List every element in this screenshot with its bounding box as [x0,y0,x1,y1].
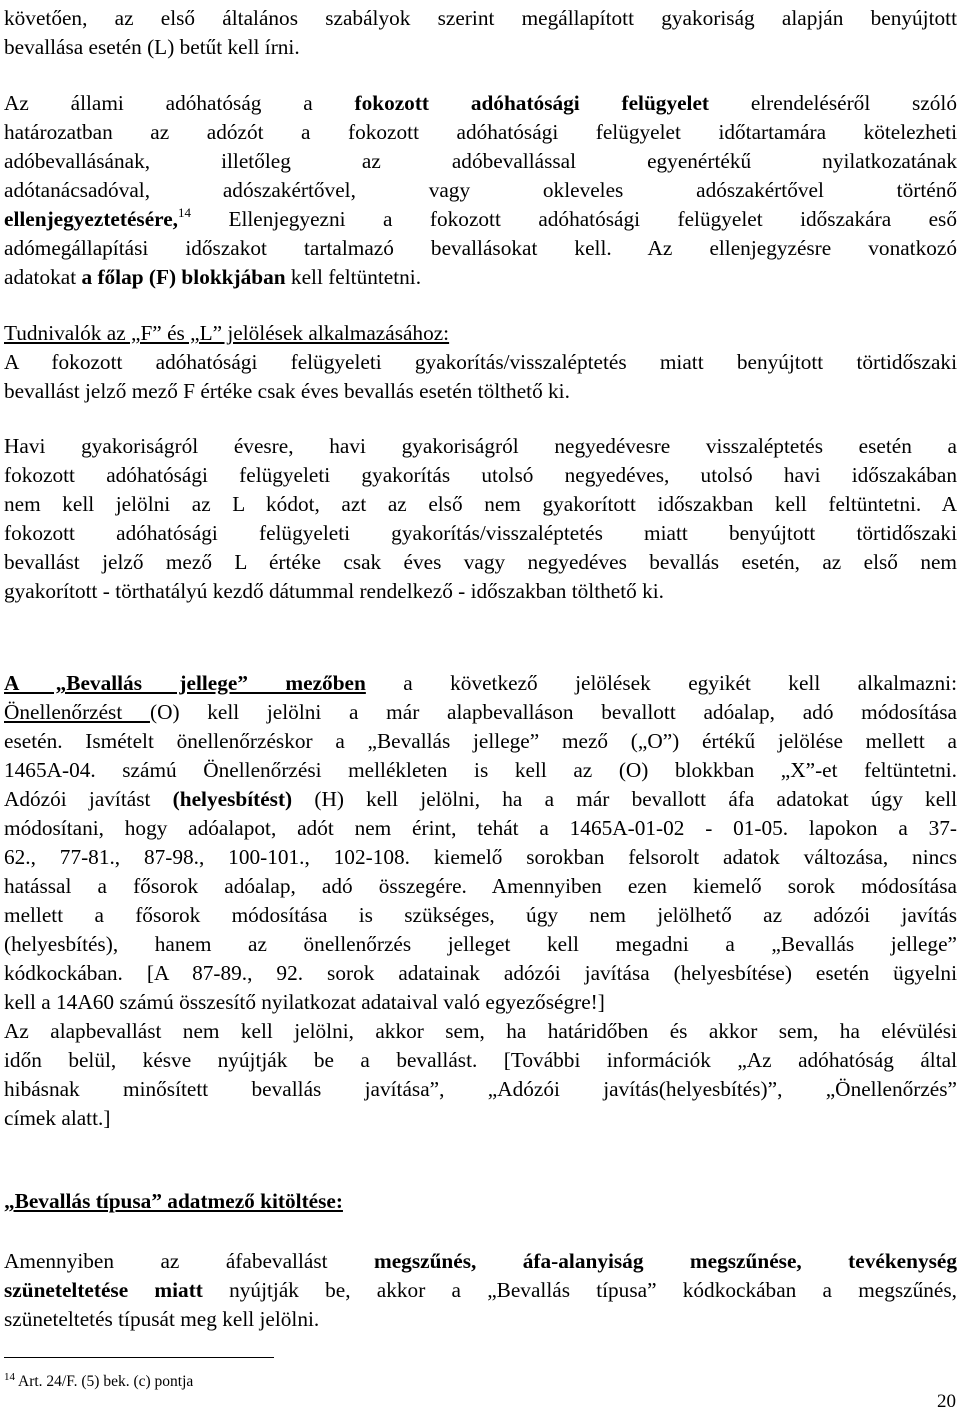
paragraph-5-line: hatással a fősorok adóalap, adó összegére. Amennyiben ezen kiemelő sorok módosítása [4,874,957,898]
paragraph-5-line: Az alapbevallást nem kell jelölni, akkor sem, ha határidőben és akkor sem, ha elévülési [4,1019,957,1043]
paragraph-5-line: hibásnak minősített bevallás javítása”, „Adózói javítás(helyesbítés)”, „Önellenőrzés” [4,1077,957,1101]
paragraph-4-line: bevallást jelző mező L értéke csak éves vagy negyedéves bevallás esetén, az első nem [4,550,957,574]
footnote-text: Art. 24/F. (5) bek. (c) pontja [15,1373,194,1390]
emphasis-megszunes: megszűnés, áfa-alanyiság megszűnése, tevékenység [373,1249,957,1273]
paragraph-4-line: fokozott adóhatósági felügyeleti gyakorítás/visszaléptetés miatt benyújtott törtidőszaki [4,521,957,545]
paragraph-4-line: Havi gyakoriságról évesre, havi gyakoriságról negyedévesre visszaléptetés esetén a [4,434,957,458]
paragraph-5-line: címek alatt.] [4,1106,111,1130]
onellenorzes-term: Önellenőrzést [4,700,150,724]
paragraph-5-line: kódkockában. [A 87-89., 92. sorok adatainak adózói javítása (helyesbítése) esetén ügyelni [4,961,957,985]
paragraph-2-line: adómegállapítási időszakot tartalmazó bevallásokat kell. Az ellenjegyzésre vonatkozó [4,236,957,260]
page-number: 20 [937,1391,956,1412]
emphasis-helyesbites: (helyesbítést) [172,787,293,811]
paragraph-4-line: gyakorított - törthatályú kezdő dátummal rendelkező - időszakban tölthető ki. [4,579,665,603]
footnote-marker: 14 [4,1371,15,1383]
paragraph-3-line: A fokozott adóhatósági felügyeleti gyakorítás/visszaléptetés miatt benyújtott törtidőszaki [4,350,957,374]
paragraph-3-line: bevallást jelző mező F értéke csak éves bevallás esetén tölthető ki. [4,379,570,403]
emphasis-fokozott-felugyelet: fokozott adóhatósági felügyelet [354,91,710,115]
paragraph-2-line: adótanácsadóval, adószakértővel, vagy okleveles adószakértővel történő [4,178,957,202]
bevallas-jellege-heading: A „Bevallás jellege” mezőben [4,671,366,695]
paragraph-2-line: ellenjegyeztetésére,$^{14}$ Ellenjegyezni a fokozott adóhatósági felügyelet időszakára eső [4,205,957,231]
paragraph-1-line: bevallása esetén (L) betűt kell írni. [4,35,300,59]
paragraph-5-line: 1465A-04. számú Önellenőrzési mellékleten is kell az (O) blokkban „X”-et feltüntetni. [4,758,957,782]
paragraph-5-line: esetén. Ismételt önellenőrzéskor a „Bevallás jellege” mező („O”) értékű jelölése mellett a [4,729,957,753]
paragraph-1-line: követően, az első általános szabályok szerint megállapított gyakoriság alapján benyújtott [4,6,957,30]
paragraph-5-line: Adózói javítást (helyesbítést) (H) kell jelölni, ha a már bevallott áfa adatokat úgy kell [4,787,957,811]
paragraph-5-line: kell a 14A60 számú összesítő nyilatkozat adataival való egyezőségre!] [4,990,605,1014]
bevallas-tipusa-heading: „Bevallás típusa” adatmező kitöltése: [4,1189,343,1213]
paragraph-4-line: fokozott adóhatósági felügyeleti gyakorítás utolsó negyedéves, utolsó havi időszakában [4,463,957,487]
paragraph-6-line: szüneteltetés típusát meg kell jelölni. [4,1307,320,1331]
paragraph-2-line: adóbevallásának, illetőleg az adóbevallással egyenértékű nyilatkozatának [4,149,957,173]
footnote-divider [4,1357,274,1358]
paragraph-4-line: nem kell jelölni az L kódot, azt az első nem gyakorított időszakban kell feltüntetni. A [4,492,957,516]
paragraph-5-line: (helyesbítés), hanem az önellenőrzés jelleget kell megadni a „Bevallás jellege” [4,932,957,956]
tudnivalok-heading: Tudnivalók az „F” és „L” jelölések alkalmazásához: [4,321,450,345]
paragraph-5-line: Önellenőrzést (O) kell jelölni a már alapbevalláson bevallott adóalap, adó módosítása [4,700,957,724]
paragraph-5-line: módosítani, hogy adóalapot, adót nem érint, tehát a 1465A-01-02 - 01-05. lapokon a 37- [4,816,957,840]
emphasis-szuneteltetes: szüneteltetése miatt [4,1278,203,1302]
paragraph-2-line: adatokat a főlap (F) blokkjában kell feltüntetni. [4,265,422,289]
footnote-reference: 14 [178,205,192,220]
paragraph-5-line: 62., 77-81., 87-98., 100-101., 102-108. kiemelő sorokban felsorolt adatok változása, nincs [4,845,957,869]
paragraph-2-line: Az állami adóhatóság a fokozott adóhatósági felügyelet elrendeléséről szóló [4,91,957,115]
emphasis-ellenjegyeztetes: ellenjegyeztetésére, [4,207,179,231]
footnote [4,1372,193,1392]
emphasis-folap-blokk: a főlap (F) blokkjában [81,265,286,289]
paragraph-6-line: szüneteltetése miatt nyújtják be, akkor a „Bevallás típusa” kódkockában a megszűnés, [4,1278,957,1302]
paragraph-2-line: határozatban az adózót a fokozott adóhatósági felügyelet időtartamára kötelezheti [4,120,957,144]
paragraph-6-line: Amennyiben az áfabevallást megszűnés, áfa-alanyiság megszűnése, tevékenység [4,1249,957,1273]
paragraph-5-line: időn belül, késve nyújtják be a bevallást. [További információk „Az adóhatóság által [4,1048,957,1072]
paragraph-5-line: mellett a fősorok módosítása is szükséges, úgy nem jelölhető az adózói javítás [4,903,957,927]
paragraph-5-line: A „Bevallás jellege” mezőben a következő jelölések egyikét kell alkalmazni: [4,671,957,695]
